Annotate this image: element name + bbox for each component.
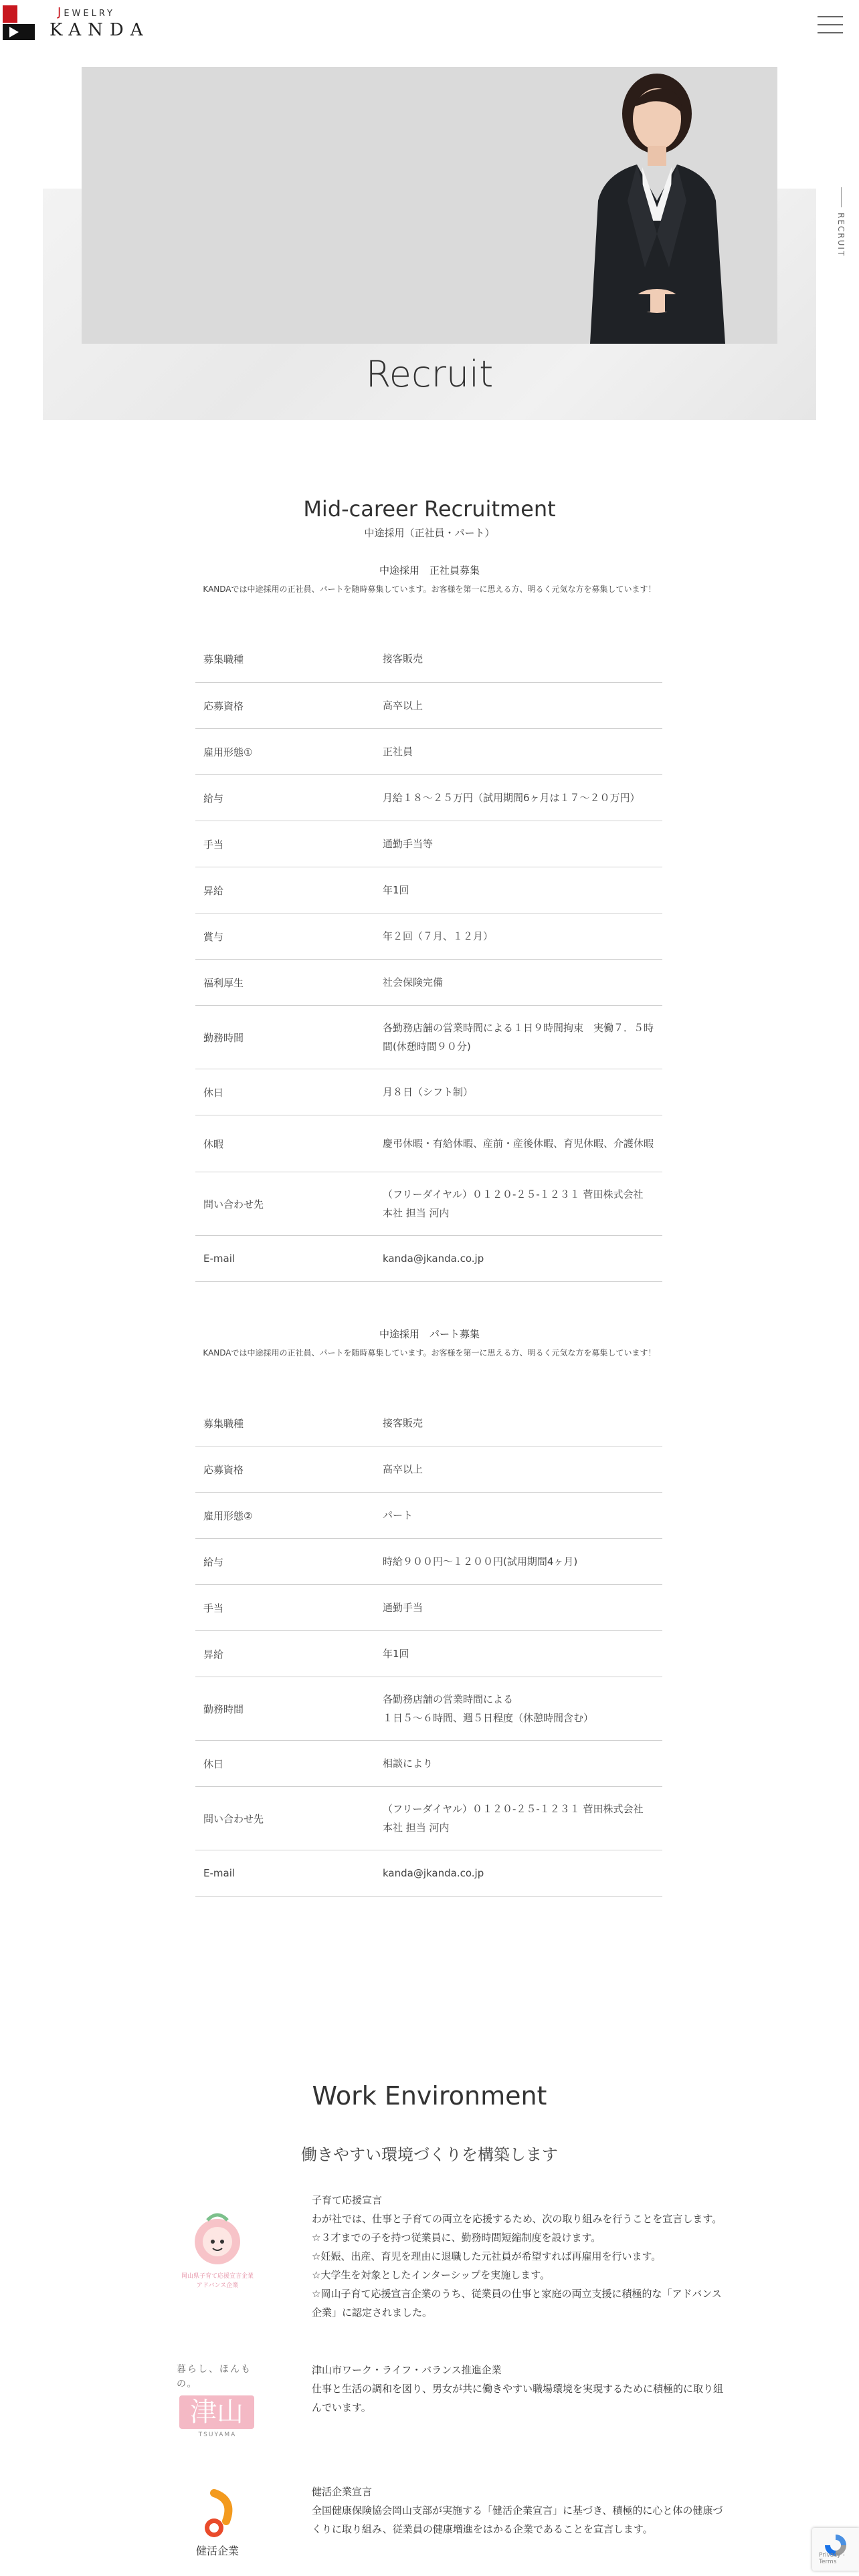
kosodate-ouen-logo: 岡山県子育て応援宣言企業 アドバンス企業: [174, 2207, 261, 2294]
table-row: [195, 914, 662, 960]
table-key: 勤務時間: [203, 1703, 244, 1715]
kosodate-ouen-text: [312, 2191, 727, 2322]
side-section-label: RECRUIT: [836, 187, 846, 257]
table-key: 賞与: [203, 930, 224, 943]
table-key: 雇用形態①: [203, 746, 253, 758]
table-row: [195, 1446, 662, 1493]
table-key: 問い合わせ先: [203, 1198, 264, 1210]
tsuyama-wlb-heading: 津山市ワーク・ライフ・バランス推進企業: [312, 2364, 502, 2376]
section-title-work-environment: Work Environment: [312, 2081, 547, 2111]
table-row: [195, 1493, 662, 1539]
table-row: [195, 775, 662, 821]
page-title: Recruit: [365, 353, 494, 395]
table-value: 正社員: [383, 746, 413, 758]
table-value: （フリーダイヤル）０１２０-２５-１２３１ 菅田株式会社 本社 担当 河内: [383, 1188, 644, 1219]
table-row: [195, 1741, 662, 1787]
table-value[interactable]: kanda@jkanda.co.jp: [383, 1253, 484, 1265]
table-key: 昇給: [203, 1648, 224, 1660]
table-value: 月８日（シフト制）: [383, 1086, 474, 1098]
table-value: 年1回: [383, 1648, 409, 1660]
table-row: [195, 1115, 662, 1172]
table-row: [195, 1006, 662, 1069]
logo-jewelry-text: JEWELRY: [58, 5, 115, 19]
businesswoman-photo: [563, 67, 751, 344]
table-key: 雇用形態②: [203, 1509, 253, 1522]
table-value: （フリーダイヤル）０１２０-２５-１２３１ 菅田株式会社 本社 担当 河内: [383, 1803, 644, 1834]
table-row: [195, 1539, 662, 1585]
parttime-heading: 中途採用 パート募集: [379, 1328, 480, 1340]
table-key: E-mail: [203, 1253, 235, 1265]
table-value: 月給１８～２５万円（試用期間6ヶ月は１７～２０万円）: [383, 792, 640, 804]
site-logo[interactable]: [0, 0, 150, 44]
table-value: 各勤務店舗の営業時間による １日５～６時間、週５日程度（休憩時間含む）: [383, 1693, 594, 1724]
table-value: 各勤務店舗の営業時間による１日９時間拘束 実働７．５時間(休憩時間９０分): [383, 1022, 654, 1053]
kenkatsu-text: [312, 2482, 727, 2539]
table-value: 通勤手当: [383, 1602, 423, 1614]
logo-kanda-text: KANDA: [50, 20, 150, 40]
table-row: [195, 960, 662, 1006]
table-row: [195, 1400, 662, 1446]
kenkatsu-body: 全国健康保険協会岡山支部が実施する「健活企業宣言」に基づき、積極的に心と体の健康づくりに取り組み、従業員の健康増進をはかる企業であることを宣言します。: [312, 2504, 723, 2535]
table-key: 募集職種: [203, 1417, 244, 1430]
table-key: 昇給: [203, 884, 224, 897]
table-value: 時給９００円～１２００円(試用期間4ヶ月): [383, 1555, 578, 1568]
table-value: 慶弔休暇・有給休暇、産前・産後休暇、育児休暇、介護休暇: [383, 1138, 654, 1150]
tsuyama-wlb-logo: 暮らし、ほんもの。 津山 TSUYAMA: [174, 2362, 261, 2442]
fulltime-heading: 中途採用 正社員募集: [379, 564, 480, 576]
tsuyama-wlb-body: 仕事と生活の調和を図り、男女が共に働きやすい職場環境を実現するために積極的に取り組んでいます。: [312, 2383, 724, 2413]
table-row: [195, 1677, 662, 1741]
table-key: 給与: [203, 792, 224, 804]
table-value: 社会保険完備: [383, 976, 444, 988]
table-key: 休日: [203, 1757, 224, 1770]
table-row: [195, 1631, 662, 1677]
table-row: [195, 635, 662, 683]
table-key: 募集職種: [203, 653, 244, 665]
section-subtitle-work-environment: 働きやすい環境づくりを構築します: [301, 2145, 558, 2164]
table-key: 休暇: [203, 1138, 224, 1150]
table-key: 手当: [203, 1602, 224, 1614]
table-row: [195, 1585, 662, 1631]
table-value: パート: [383, 1509, 413, 1521]
table-value: 通勤手当等: [383, 838, 434, 850]
table-key: 手当: [203, 838, 224, 851]
hero-photo: [82, 67, 777, 344]
table-key: 給与: [203, 1555, 224, 1568]
parttime-table: [195, 1400, 662, 1897]
table-key: E-mail: [203, 1867, 235, 1879]
fulltime-note: KANDAでは中途採用の正社員、パートを随時募集しています。お客様を第一に思える方、明るく元気な方を募集しています！: [203, 584, 656, 594]
table-row: [195, 1172, 662, 1236]
logo-mark-icon: [3, 5, 35, 40]
table-value[interactable]: kanda@jkanda.co.jp: [383, 1867, 484, 1879]
table-row: [195, 1069, 662, 1115]
table-row: [195, 867, 662, 914]
table-key: 応募資格: [203, 1463, 244, 1476]
tsuyama-wlb-text: [312, 2361, 727, 2417]
fulltime-table: [195, 635, 662, 1282]
table-key: 勤務時間: [203, 1031, 244, 1044]
table-row: [195, 683, 662, 729]
table-key: 福利厚生: [203, 976, 244, 989]
table-row: [195, 1850, 662, 1897]
table-row: [195, 821, 662, 867]
kosodate-ouen-heading: 子育て応援宣言: [312, 2194, 383, 2206]
table-row: [195, 1787, 662, 1850]
table-value: 接客販売: [383, 653, 423, 665]
table-key: 休日: [203, 1086, 224, 1099]
table-key: 応募資格: [203, 700, 244, 712]
table-key: 問い合わせ先: [203, 1812, 264, 1825]
section-title-midcareer: Mid-career Recruitment: [303, 496, 556, 522]
kenkatsu-logo: 健活企業: [174, 2486, 261, 2560]
table-value: 年1回: [383, 884, 409, 896]
parttime-note: KANDAでは中途採用の正社員、パートを随時募集しています。お客様を第一に思える方、明るく元気な方を募集しています！: [203, 1348, 656, 1358]
table-value: 高卒以上: [383, 700, 423, 712]
table-value: 年２回（７月、１２月）: [383, 930, 494, 942]
table-value: 接客販売: [383, 1417, 423, 1429]
table-row: [195, 729, 662, 775]
kenkatsu-heading: 健活企業宣言: [312, 2486, 373, 2498]
hamburger-menu-button[interactable]: [818, 13, 843, 36]
table-value: 高卒以上: [383, 1463, 423, 1475]
section-subtitle-midcareer: 中途採用（正社員・パート）: [364, 527, 495, 539]
table-value: 相談により: [383, 1757, 434, 1769]
recaptcha-badge[interactable]: Privacy - Terms: [812, 2528, 859, 2571]
table-row: [195, 1236, 662, 1282]
kosodate-ouen-body: わが社では、仕事と子育ての両立を応援するため、次の取り組みを行うことを宣言します。 ☆３才までの子を持つ従業員に、勤務時間短縮制度を設けます。 ☆妊娠、出産、育児を理由に退職した元社員が希望すれば再雇用を行います。 ☆大学生を対象としたインターシップを実施します。 ☆岡山子育て応援宣言企業のうち、従業員の仕事と家庭の両立支援に積極的な「アドバンス企業」に認定されました。: [312, 2213, 723, 2319]
